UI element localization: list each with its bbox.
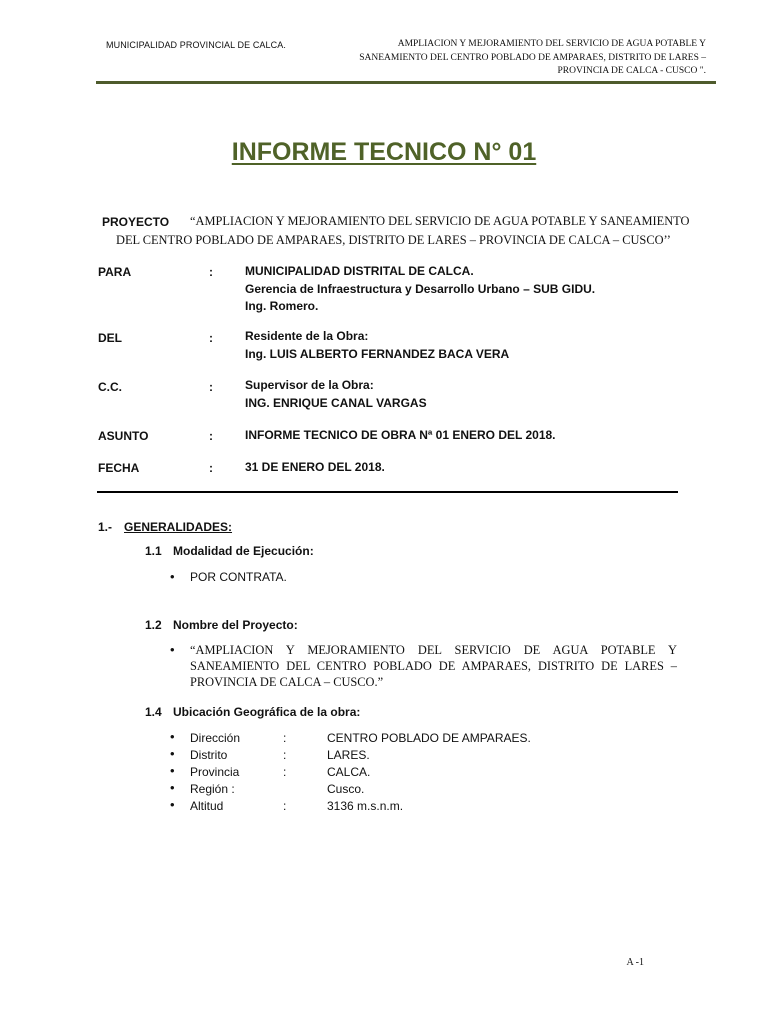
bullet-icon: • — [170, 763, 175, 778]
fecha-value: 31 DE ENERO DEL 2018. — [245, 460, 385, 474]
location-colon: : — [283, 731, 287, 745]
subsection-title: Modalidad de Ejecución: — [173, 544, 314, 558]
del-label: DEL — [98, 331, 122, 345]
proyecto-text-line: “AMPLIACION Y MEJORAMIENTO DEL SERVICIO DE AGUA POTABLE Y SANEAMIENTO — [190, 214, 690, 228]
field-colon: : — [209, 429, 213, 443]
cc-label: C.C. — [98, 380, 122, 394]
location-colon: : — [283, 748, 287, 762]
para-label: PARA — [98, 265, 132, 279]
fecha-label: FECHA — [98, 461, 140, 475]
asunto-value: INFORME TECNICO DE OBRA Nª 01 ENERO DEL 2018. — [245, 428, 556, 442]
del-value-line: Ing. LUIS ALBERTO FERNANDEZ BACA VERA — [245, 346, 510, 361]
subsection-1-4-heading — [145, 705, 360, 719]
modalidad-value: POR CONTRATA. — [190, 570, 287, 584]
location-value: CENTRO POBLADO DE AMPARAES. — [327, 731, 531, 745]
asunto-label: ASUNTO — [98, 429, 149, 443]
location-colon: : — [283, 765, 287, 779]
location-label: Altitud — [190, 799, 224, 813]
field-colon: : — [209, 265, 213, 279]
bullet-icon: • — [170, 746, 175, 761]
para-value-line: Ing. Romero. — [245, 299, 319, 313]
page-number: A -1 — [626, 957, 644, 968]
header-divider — [96, 81, 716, 84]
header-project-line: PROVINCIA DE CALCA - CUSCO ". — [557, 66, 706, 76]
header-project-line: SANEAMIENTO DEL CENTRO POBLADO DE AMPARAES, DISTRITO DE LARES – — [359, 52, 706, 63]
bullet-icon: • — [170, 729, 175, 744]
location-label: Región : — [190, 782, 235, 796]
para-value-line: MUNICIPALIDAD DISTRITAL DE CALCA. — [245, 264, 474, 278]
location-value: Cusco. — [327, 782, 365, 796]
cc-value-line: ING. ENRIQUE CANAL VARGAS — [245, 395, 427, 410]
location-colon: : — [283, 799, 287, 813]
section-number: 1.- — [98, 520, 113, 534]
location-label: Distrito — [190, 748, 228, 762]
document-title-text: INFORME TECNICO N° 01 — [231, 138, 537, 166]
subsection-1-1-heading — [145, 544, 314, 558]
location-value: LARES. — [327, 748, 370, 762]
location-value: CALCA. — [327, 765, 371, 779]
cc-value — [245, 377, 427, 412]
location-label: Dirección — [190, 731, 241, 745]
para-value-line: Gerencia de Infraestructura y Desarrollo Urbano – SUB GIDU. — [245, 281, 596, 296]
subsection-number: 1.4 — [145, 705, 162, 719]
para-value — [245, 263, 595, 316]
field-colon: : — [209, 461, 213, 475]
cc-value-line: Supervisor de la Obra: — [245, 378, 374, 392]
section-title: GENERALIDADES: — [124, 520, 233, 534]
bullet-icon: • — [170, 642, 175, 657]
subsection-title: Ubicación Geográfica de la obra: — [173, 705, 361, 719]
document-title — [0, 138, 768, 167]
bullet-icon: • — [170, 780, 175, 795]
subsection-number: 1.1 — [145, 544, 162, 558]
section-divider — [97, 491, 678, 493]
location-value: 3136 m.s.n.m. — [327, 799, 404, 813]
subsection-title: Nombre del Proyecto: — [173, 618, 298, 632]
location-label: Provincia — [190, 765, 240, 779]
field-colon: : — [209, 380, 213, 394]
del-value — [245, 328, 509, 363]
header-institution: MUNICIPALIDAD PROVINCIAL DE CALCA. — [106, 40, 286, 50]
bullet-icon: • — [170, 569, 175, 584]
field-colon: : — [209, 331, 213, 345]
subsection-1-2-heading — [145, 618, 298, 632]
subsection-number: 1.2 — [145, 618, 162, 632]
bullet-icon: • — [170, 797, 175, 812]
del-value-line: Residente de la Obra: — [245, 329, 369, 343]
header-project-title — [296, 38, 706, 79]
proyecto-text-line: DEL CENTRO POBLADO DE AMPARAES, DISTRITO DE LARES – PROVINCIA DE CALCA – CUSCO’’ — [116, 233, 671, 247]
header-project-line: AMPLIACION Y MEJORAMIENTO DEL SERVICIO DE AGUA POTABLE Y — [397, 39, 706, 49]
project-name-value: “AMPLIACION Y MEJORAMIENTO DEL SERVICIO DE AGUA POTABLE Y SANEAMIENTO DEL CENTRO POBLADO DE AMPARAES, DISTRITO DE LARES – PROVINCIA DE CALCA – CUSCO.” — [190, 643, 677, 689]
proyecto-label: PROYECTO — [102, 215, 170, 229]
